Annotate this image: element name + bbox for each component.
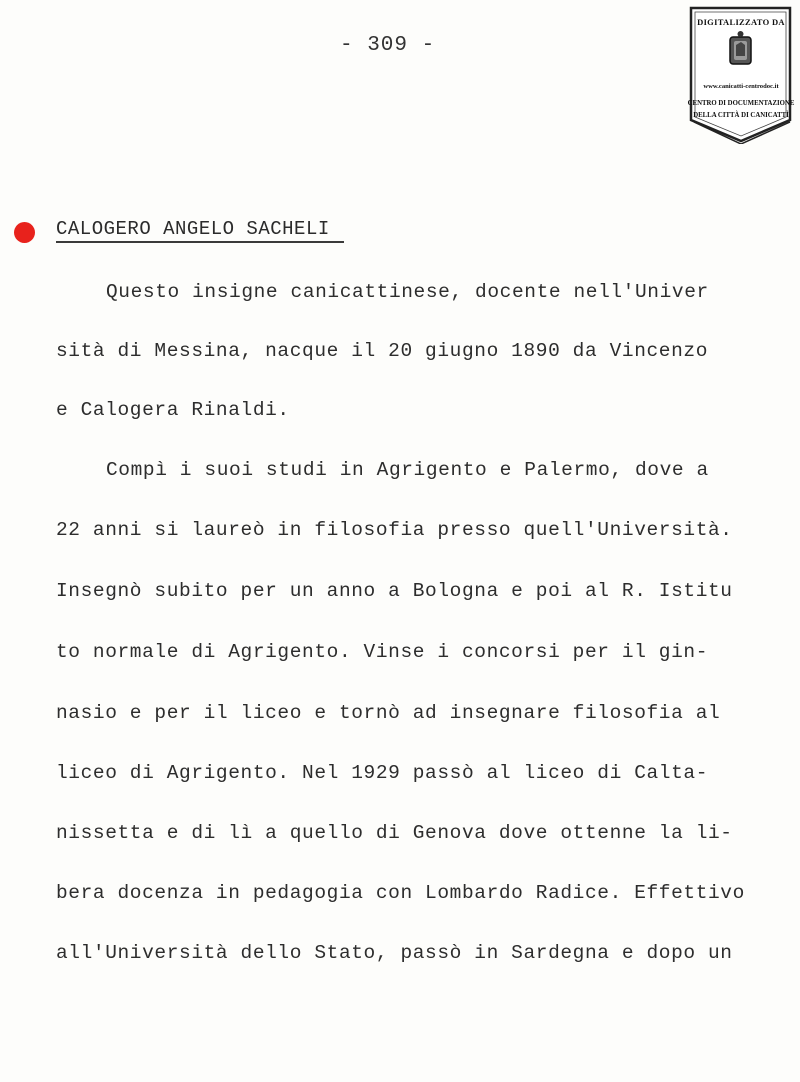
text-line: to normale di Agrigento. Vinse i concorsi per il gin- <box>56 641 709 663</box>
text-line: all'Università dello Stato, passò in Sardegna e dopo un <box>56 942 733 964</box>
digitization-stamp <box>686 4 796 144</box>
text-line: liceo di Agrigento. Nel 1929 passò al liceo di Calta- <box>56 762 709 784</box>
text-line: Insegnò subito per un anno a Bologna e poi al R. Istitu <box>56 580 733 602</box>
text-line: nasio e per il liceo e tornò ad insegnare filosofia al <box>56 702 721 724</box>
text-line: sità di Messina, nacque il 20 giugno 1890 da Vincenzo <box>56 340 709 362</box>
stamp-url: www.canicatti-centrodoc.it <box>703 83 779 90</box>
page-number: - 309 - <box>340 34 436 57</box>
text-line: 22 anni si laureò in filosofia presso quell'Università. <box>56 519 733 541</box>
stamp-org-line-2: DELLA CITTÀ DI CANICATTÌ <box>693 112 789 119</box>
text-line: bera docenza in pedagogia con Lombardo Radice. Effettivo <box>56 882 745 904</box>
text-line: nissetta e di lì a quello di Genova dove ottenne la li- <box>56 822 733 844</box>
red-dot-marker <box>14 222 35 243</box>
stamp-title: DIGITALIZZATO DA <box>697 17 785 27</box>
text-line: Questo insigne canicattinese, docente nell'Univer <box>106 281 709 303</box>
text-line: e Calogera Rinaldi. <box>56 399 290 421</box>
entry-title: CALOGERO ANGELO SACHELI <box>56 218 330 240</box>
title-underline <box>56 241 344 243</box>
stamp-org-line-1: CENTRO DI DOCUMENTAZIONE <box>687 100 795 107</box>
text-line: Compì i suoi studi in Agrigento e Palermo, dove a <box>106 459 709 481</box>
